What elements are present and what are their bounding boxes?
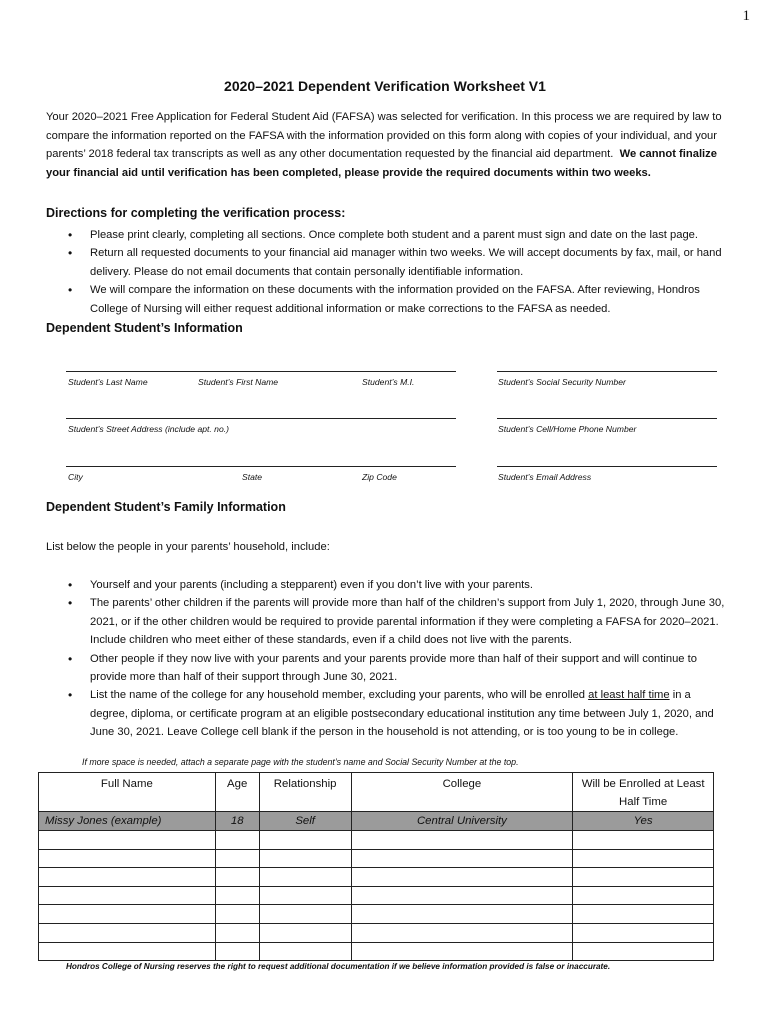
last-name-label: Student’s Last Name bbox=[68, 377, 148, 387]
intro-paragraph bbox=[46, 108, 726, 182]
phone-label: Student’s Cell/Home Phone Number bbox=[498, 424, 637, 434]
footer-disclaimer: Hondros College of Nursing reserves the right to request additional documentation if we believe information provided is false or inaccurate. bbox=[66, 962, 611, 971]
address-input-line[interactable] bbox=[66, 418, 456, 419]
ssn-input-line[interactable] bbox=[497, 371, 717, 372]
student-info-heading: Dependent Student’s Information bbox=[46, 321, 243, 335]
full-name-cell[interactable] bbox=[39, 923, 216, 942]
ssn-label: Student’s Social Security Number bbox=[498, 377, 626, 387]
example-college: Central University bbox=[351, 812, 573, 831]
age-cell[interactable] bbox=[215, 942, 259, 961]
header-college: College bbox=[351, 773, 573, 812]
city-state-zip-input-line[interactable] bbox=[66, 466, 456, 467]
directions-heading: Directions for completing the verification process: bbox=[46, 206, 346, 220]
half-time-cell[interactable] bbox=[573, 868, 714, 887]
table-header-row bbox=[39, 773, 714, 812]
half-time-cell[interactable] bbox=[573, 886, 714, 905]
header-full-name: Full Name bbox=[39, 773, 216, 812]
relationship-cell[interactable] bbox=[259, 942, 351, 961]
example-full-name: Missy Jones (example) bbox=[39, 812, 216, 831]
household-intro: List below the people in your parents’ household, include: bbox=[46, 541, 330, 553]
half-time-cell[interactable] bbox=[573, 849, 714, 868]
phone-input-line[interactable] bbox=[497, 418, 717, 419]
list-item: • The parents’ other children if the parents will provide more than half of the children’s support from July 1, 2020, through June 30, 2021, or if the other children would be required to provide parental information if they were completing a FAFSA for 2020–2021. Include children who meet either of these standards, even if a child does not live with the parents. bbox=[68, 594, 728, 649]
zip-label: Zip Code bbox=[362, 472, 397, 482]
header-relationship: Relationship bbox=[259, 773, 351, 812]
full-name-cell[interactable] bbox=[39, 886, 216, 905]
list-item bbox=[68, 686, 728, 741]
age-cell[interactable] bbox=[215, 905, 259, 924]
college-cell[interactable] bbox=[351, 905, 573, 924]
header-age: Age bbox=[215, 773, 259, 812]
relationship-cell[interactable] bbox=[259, 886, 351, 905]
email-label: Student’s Email Address bbox=[498, 472, 592, 482]
college-cell[interactable] bbox=[351, 868, 573, 887]
family-info-heading: Dependent Student’s Family Information bbox=[46, 500, 286, 514]
city-label: City bbox=[68, 472, 83, 482]
intro-bold-text: We cannot finalize your financial aid until verification has been completed, please provide the required documents within two weeks. bbox=[46, 148, 717, 179]
first-name-label: Student’s First Name bbox=[198, 377, 279, 387]
table-row bbox=[39, 831, 714, 850]
full-name-cell[interactable] bbox=[39, 849, 216, 868]
extra-space-note: If more space is needed, attach a separate page with the student’s name and Social Security Number at the top. bbox=[82, 757, 519, 767]
college-cell[interactable] bbox=[351, 831, 573, 850]
relationship-cell[interactable] bbox=[259, 849, 351, 868]
half-time-cell[interactable] bbox=[573, 905, 714, 924]
college-item-underline: at least half time bbox=[588, 689, 670, 702]
list-item: • We will compare the information on these documents with the information provided on the FAFSA. After reviewing, Hondros College of Nursing will either request additional information or make corrections to the FAFSA as needed. bbox=[68, 281, 728, 318]
full-name-cell[interactable] bbox=[39, 831, 216, 850]
half-time-cell[interactable] bbox=[573, 923, 714, 942]
college-item-post: in a degree, diploma, or certificate program at an eligible postsecondary educational institution any time between July 1, 2020, and June 30, 2021. Leave College cell blank if the person in the household is not attending, or is too young to be in college. bbox=[90, 689, 714, 739]
directions-list bbox=[68, 226, 728, 318]
full-name-cell[interactable] bbox=[39, 905, 216, 924]
email-input-line[interactable] bbox=[497, 466, 717, 467]
household-table bbox=[38, 772, 714, 961]
list-item: • Other people if they now live with your parents and your parents provide more than half of their support and will continue to provide more than half of their support through June 30, 2021. bbox=[68, 650, 728, 687]
table-row bbox=[39, 923, 714, 942]
full-name-cell[interactable] bbox=[39, 942, 216, 961]
table-row bbox=[39, 905, 714, 924]
age-cell[interactable] bbox=[215, 923, 259, 942]
college-cell[interactable] bbox=[351, 942, 573, 961]
state-label: State bbox=[242, 472, 263, 482]
household-list bbox=[68, 576, 728, 742]
age-cell[interactable] bbox=[215, 831, 259, 850]
name-input-line[interactable] bbox=[66, 371, 456, 372]
half-time-cell[interactable] bbox=[573, 942, 714, 961]
middle-initial-label: Student’s M.I. bbox=[362, 377, 415, 387]
example-row bbox=[39, 812, 714, 831]
age-cell[interactable] bbox=[215, 868, 259, 887]
address-label: Student’s Street Address (include apt. no.) bbox=[68, 424, 229, 434]
table-row bbox=[39, 942, 714, 961]
page-title: 2020–2021 Dependent Verification Worksheet V1 bbox=[224, 78, 546, 94]
table-row bbox=[39, 849, 714, 868]
table-row bbox=[39, 886, 714, 905]
list-item: • Yourself and your parents (including a stepparent) even if you don’t live with your parents. bbox=[68, 576, 728, 594]
list-item: • Please print clearly, completing all sections. Once complete both student and a parent must sign and date on the last page. bbox=[68, 226, 728, 244]
age-cell[interactable] bbox=[215, 886, 259, 905]
header-half-time: Will be Enrolled at Least Half Time bbox=[573, 773, 714, 812]
relationship-cell[interactable] bbox=[259, 905, 351, 924]
table-row bbox=[39, 868, 714, 887]
full-name-cell[interactable] bbox=[39, 868, 216, 887]
example-half-time: Yes bbox=[573, 812, 714, 831]
college-cell[interactable] bbox=[351, 923, 573, 942]
example-relationship: Self bbox=[259, 812, 351, 831]
list-item: • Return all requested documents to your financial aid manager within two weeks. We will accept documents by fax, mail, or hand delivery. Please do not email documents that contain personally identifiable information. bbox=[68, 244, 728, 281]
intro-text: Your 2020–2021 Free Application for Federal Student Aid (FAFSA) was selected for verification. In this process we are required by law to compare the information reported on the FAFSA with the information provided on this form along with copies of your individual, and your parents’ 2018 federal tax transcripts as well as any other documentation requested by the financial aid department. bbox=[46, 111, 722, 160]
relationship-cell[interactable] bbox=[259, 868, 351, 887]
half-time-cell[interactable] bbox=[573, 831, 714, 850]
college-cell[interactable] bbox=[351, 849, 573, 868]
example-age: 18 bbox=[215, 812, 259, 831]
college-item-pre: List the name of the college for any household member, excluding your parents, who will be enrolled bbox=[90, 689, 589, 702]
college-cell[interactable] bbox=[351, 886, 573, 905]
relationship-cell[interactable] bbox=[259, 831, 351, 850]
relationship-cell[interactable] bbox=[259, 923, 351, 942]
page-number: 1 bbox=[742, 8, 750, 24]
age-cell[interactable] bbox=[215, 849, 259, 868]
